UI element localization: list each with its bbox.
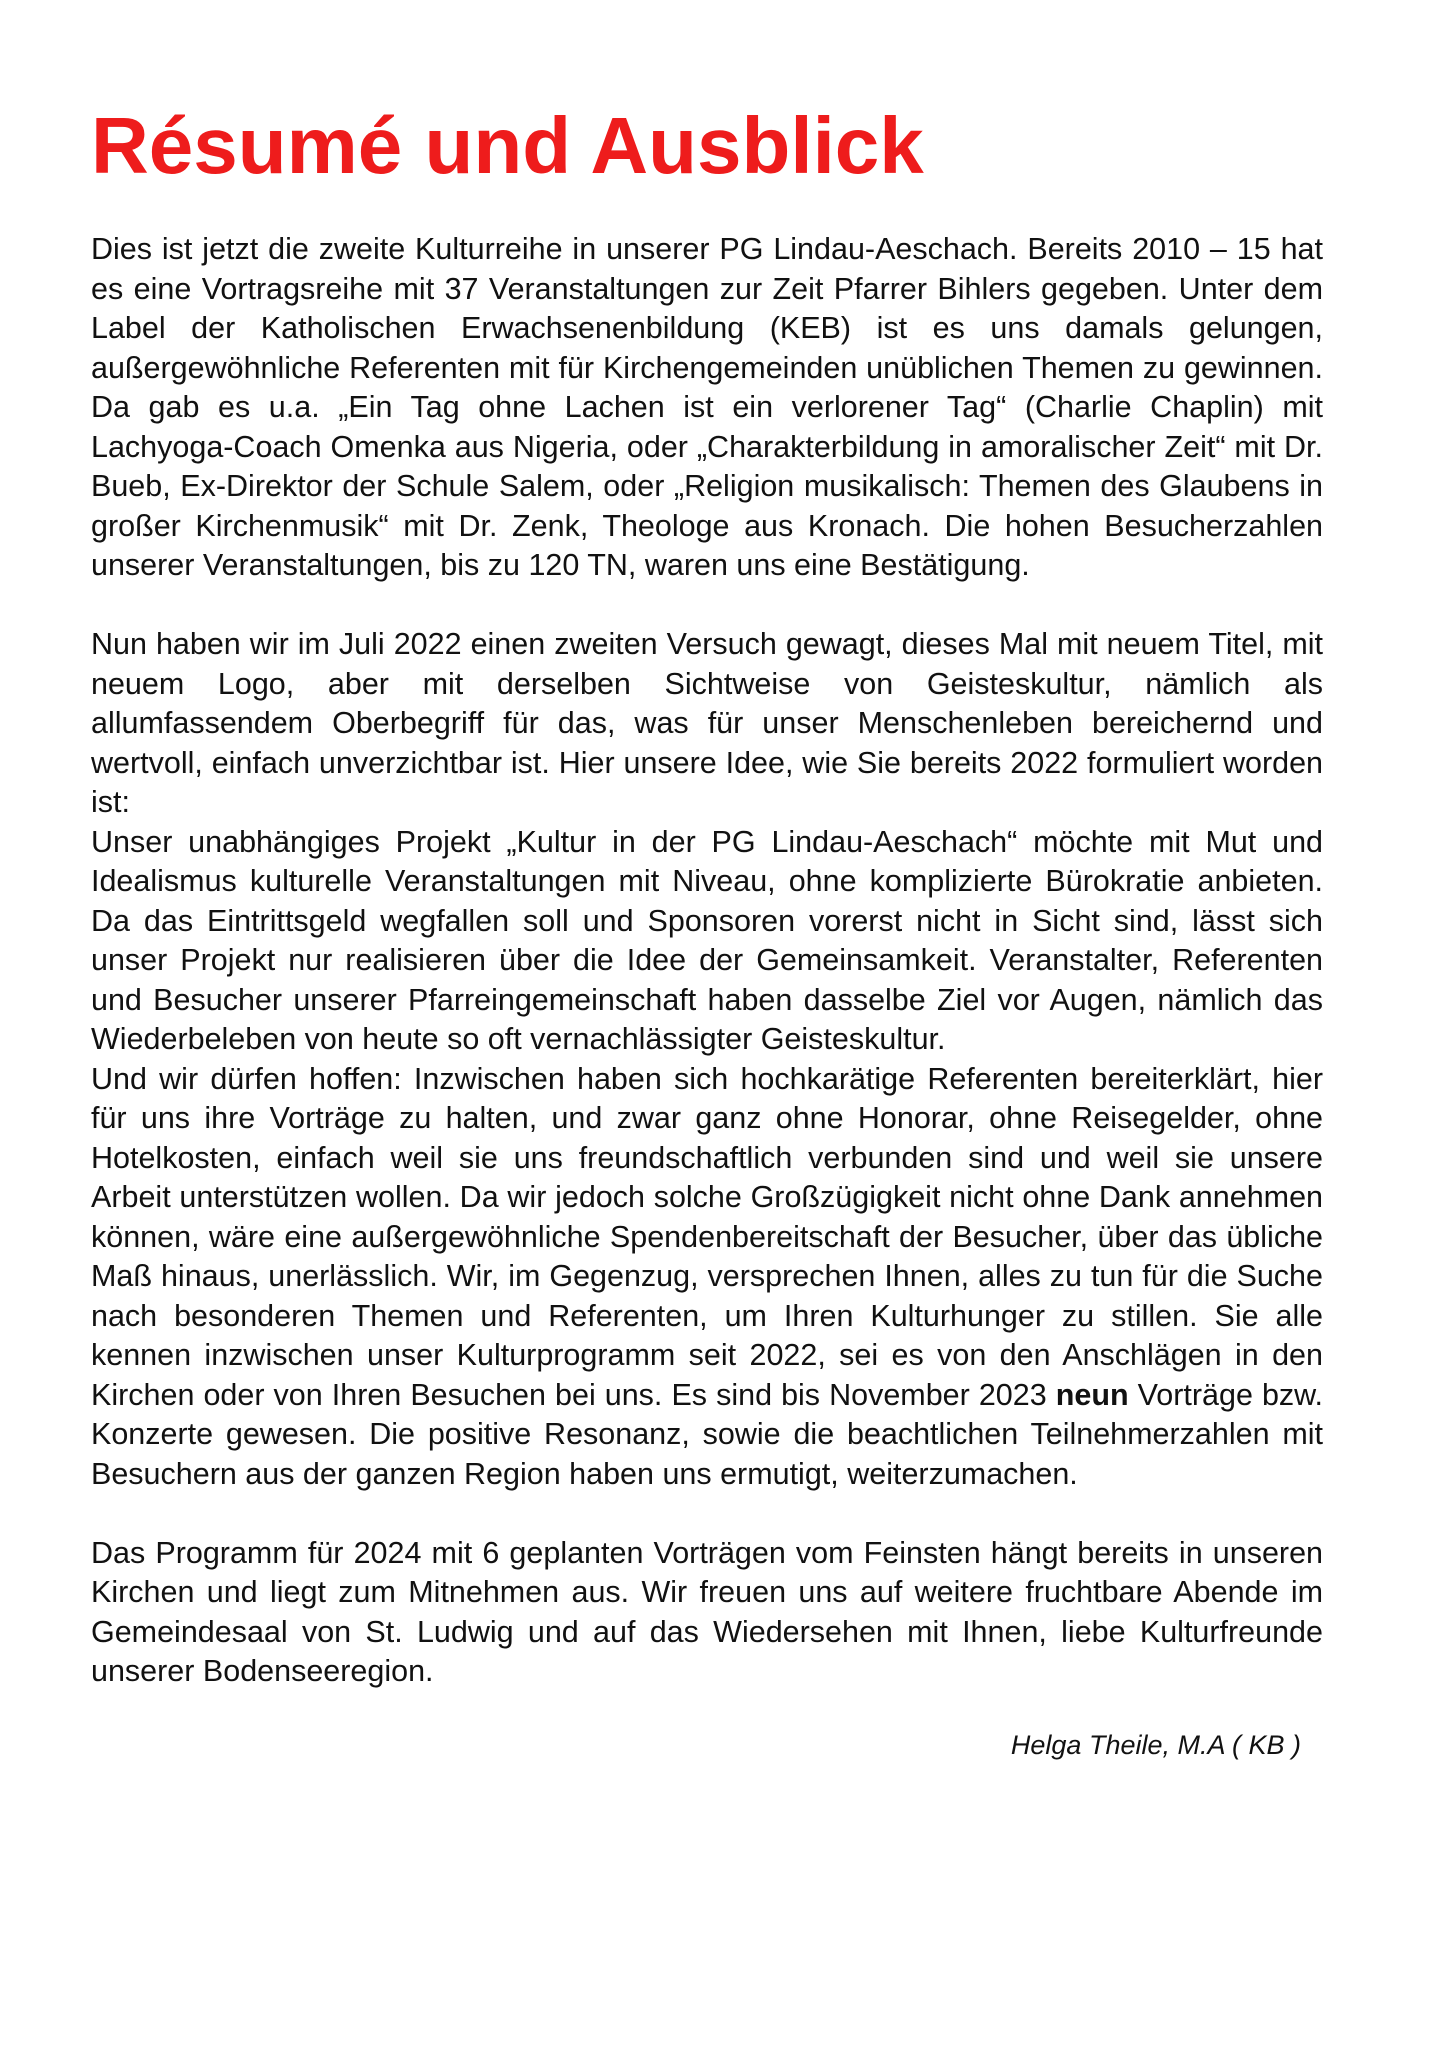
paragraph-hope-text-end: Vorträge bzw. Konzerte gewesen. Die positive Resonanz, sowie die beachtlichen Teilnehmerzahlen mit Besuchern aus der ganzen Region haben uns ermutigt, weiterzumachen. <box>91 1377 1324 1491</box>
paragraph-hope <box>91 1060 1323 1495</box>
page-title: Résumé und Ausblick <box>91 101 924 190</box>
bold-count: neun <box>1055 1377 1129 1412</box>
paragraph-gap <box>91 1494 1323 1534</box>
paragraph-intro: Dies ist jetzt die zweite Kulturreihe in unserer PG Lindau-Aeschach. Bereits 2010 – 15 hat es eine Vortragsreihe mit 37 Veranstaltungen zur Zeit Pfarrer Bihlers gegeben. Unter dem Label der Katholischen Erwachsenenbildung (KEB) ist es uns damals gelungen, außergewöhnliche Referenten mit für Kirchengemeinden unüblichen Themen zu gewinnen. Da gab es u.a. „Ein Tag ohne Lachen ist ein verlorener Tag“ (Charlie Chaplin) mit Lachyoga-Coach Omenka aus Nigeria, oder „Charakterbildung in amoralischer Zeit“ mit Dr. Bueb, Ex-Direktor der Schule Salem, oder „Religion musikalisch: Themen des Glaubens in großer Kirchenmusik“ mit Dr. Zenk, Theologe aus Kronach. Die hohen Besucherzahlen unserer Veranstaltungen, bis zu 120 TN, waren uns eine Bestätigung. <box>91 232 1323 582</box>
paragraph-project-idea: Unser unabhängiges Projekt „Kultur in der PG Lindau-Aeschach“ möchte mit Mut und Idealismus kulturelle Veranstaltungen mit Niveau, ohne komplizierte Bürokratie anbieten. Da das Eintrittsgeld wegfallen soll und Sponsoren vorerst nicht in Sicht sind, lässt sich unser Projekt nur realisieren über die Idee der Gemeinsamkeit. Veranstalter, Referenten und Besucher unserer Pfarreingemeinschaft haben dasselbe Ziel vor Augen, nämlich das Wiederbeleben von heute so oft vernachlässigter Geisteskultur. <box>91 824 1323 1056</box>
document-page <box>91 100 1323 1762</box>
paragraph-hope-text-start: Und wir dürfen hoffen: Inzwischen haben sich hochkarätige Referenten bereiterklärt, hier für uns ihre Vorträge zu halten, und zwar ganz ohne Honorar, ohne Reisegelder, ohne Hotelkosten, einfach weil sie uns freundschaftlich verbunden sind und weil sie unsere Arbeit unterstützen wollen. Da wir jedoch solche Großzügigkeit nicht ohne Dank annehmen können, wäre eine außergewöhnliche Spendenbereitschaft der Besucher, über das übliche Maß hinaus, unerlässlich. Wir, im Gegenzug, versprechen Ihnen, alles zu tun für die Suche nach besonderen Themen und Referenten, um Ihren Kulturhunger zu stillen. Sie alle kennen inzwischen unser Kulturprogramm seit 2022, sei es von den Anschlägen in den Kirchen oder von Ihren Besuchen bei uns. Es sind bis November 2023 <box>91 1061 1323 1412</box>
author-signature: Helga Theile, M.A ( KB ) <box>1010 1729 1301 1760</box>
paragraph-outlook: Das Programm für 2024 mit 6 geplanten Vorträgen vom Feinsten hängt bereits in unseren Kirchen und liegt zum Mitnehmen aus. Wir freuen uns auf weitere fruchtbare Abende im Gemeindesaal von St. Ludwig und auf das Wiedersehen mit Ihnen, liebe Kulturfreunde unserer Bodenseeregion. <box>91 1535 1323 1688</box>
paragraph-gap <box>91 586 1323 626</box>
paragraph-second-attempt: Nun haben wir im Juli 2022 einen zweiten Versuch gewagt, dieses Mal mit neuem Titel, mit neuem Logo, aber mit derselben Sichtweise von Geisteskultur, nämlich als allumfassendem Oberbegriff für das, was für unser Menschenleben bereichernd und wertvoll, einfach unverzichtbar ist. Hier unsere Idee, wie Sie bereits 2022 formuliert worden ist: <box>91 627 1323 819</box>
